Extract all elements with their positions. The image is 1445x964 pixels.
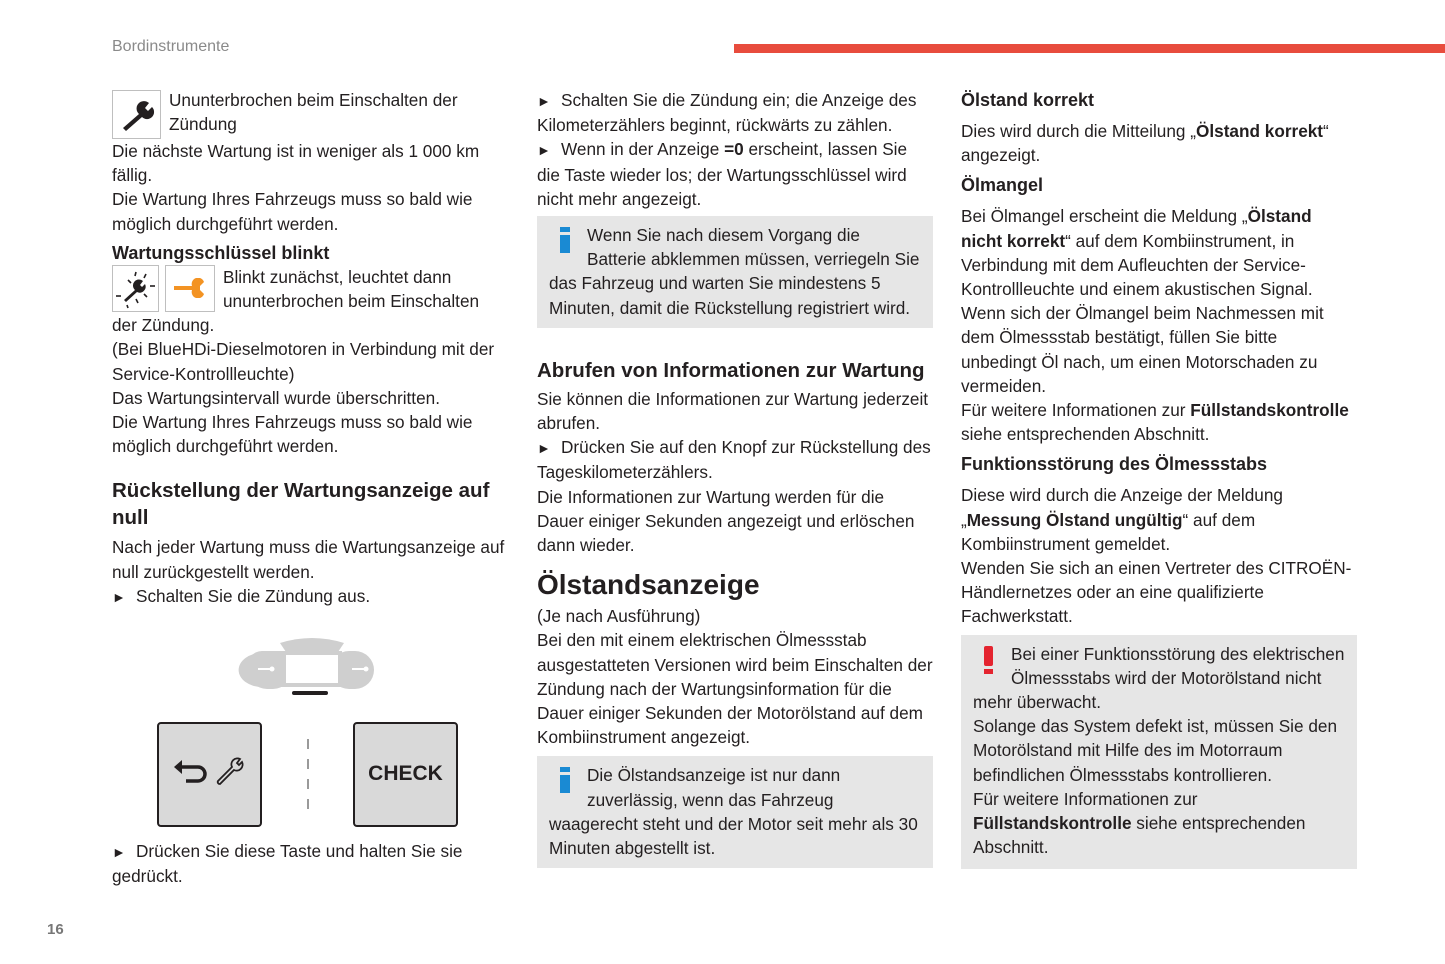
step-text: Drücken Sie auf den Knopf zur Rückstellung des Tageskilometerzählers. bbox=[537, 437, 931, 483]
paragraph: Die Wartung Ihres Fahrzeugs muss so bald wie möglich durchgeführt werden. bbox=[112, 412, 473, 457]
subheading-wrench-blinks: Wartungsschlüssel blinkt bbox=[112, 242, 330, 263]
subheading-dipstick-fault: Funktionsstörung des Ölmessstabs bbox=[961, 454, 1268, 475]
message-text: Ölstand korrekt bbox=[1196, 121, 1324, 141]
warning-note-dipstick bbox=[961, 635, 1357, 870]
step-item bbox=[112, 839, 508, 888]
wrench-orange-icon bbox=[165, 265, 215, 312]
paragraph bbox=[961, 483, 1357, 556]
wrench-steady-block bbox=[112, 88, 508, 139]
paragraph: Wenden Sie sich an einen Vertreter des CITROËN-Händlernetzes oder an eine qualifizierte Fachwerkstatt. bbox=[961, 558, 1352, 627]
cross-reference-text: Füllstandskontrolle bbox=[973, 813, 1132, 834]
note-text: Bei einer Funktionsstörung des elektrischen Ölmessstabs wird der Motorölstand nicht mehr überwacht. bbox=[973, 643, 1345, 713]
paragraph: Die Informationen zur Wartung werden für die Dauer einiger Sekunden angezeigt und erlöschen dann wieder. bbox=[537, 486, 915, 556]
step-text: erscheint, lassen Sie die Taste wieder los; der Wartungsschlüssel wird nicht mehr angezeigt. bbox=[537, 139, 908, 209]
paragraph: Wenn sich der Ölmangel beim Nachmessen mit dem Ölmessstab bestätigt, füllen Sie bitte unbedingt Öl nach, um einen Motorschaden zu vermeiden. bbox=[961, 303, 1324, 396]
subheading-oil-low: Ölmangel bbox=[961, 175, 1044, 196]
text: Für weitere Informationen zur bbox=[973, 788, 1198, 809]
step-item bbox=[112, 584, 508, 609]
page-number: 16 bbox=[47, 921, 64, 938]
heading-oil-level-indicator: Ölstandsanzeige bbox=[537, 569, 760, 601]
info-icon bbox=[549, 223, 571, 271]
step-text: Drücken Sie diese Taste und halten Sie sie gedrückt. bbox=[112, 841, 463, 887]
note-text: Solange das System defekt ist, müssen Sie den Motorölstand mit Hilfe des im Motorraum befindlichen Ölmessstabs kontrollieren. bbox=[973, 716, 1338, 785]
section-header-title: Bordinstrumente bbox=[112, 38, 230, 55]
warning-exclamation-icon bbox=[973, 642, 995, 690]
header-accent-bar bbox=[734, 44, 1445, 53]
bullet-arrow-icon: ► bbox=[537, 440, 551, 457]
note-text: Wenn Sie nach diesem Vorgang die Batterie abklemmen müssen, verriegeln Sie das Fahrzeug und warten Sie mindestens 5 Minuten, damit die Rückstellung registriert wird. bbox=[549, 225, 920, 318]
text: “ auf dem Kombiinstrument, in Verbindung mit dem Aufleuchten der Service-Kontrollleuchte und einem akustischen Signal. bbox=[961, 230, 1313, 300]
note-text bbox=[973, 787, 1345, 860]
cross-reference-text: Füllstandskontrolle bbox=[1190, 400, 1349, 421]
text: siehe entsprechenden Abschnitt. bbox=[961, 424, 1210, 445]
wrench-blink-text: Blinkt zunächst, leuchtet dann ununterbrochen beim Einschalten der Zündung. bbox=[112, 266, 480, 336]
instrument-cluster-icon bbox=[239, 638, 374, 695]
text: siehe entsprechenden Abschnitt. bbox=[973, 813, 1306, 858]
reset-button-left bbox=[158, 723, 261, 826]
text: Für weitere Informationen zur bbox=[961, 400, 1191, 421]
message-text: Ölstand nicht korrekt bbox=[961, 206, 1312, 251]
bullet-arrow-icon: ► bbox=[112, 588, 126, 605]
text: “ auf dem Kombiinstrument gemeldet. bbox=[961, 509, 1256, 554]
step-item bbox=[537, 88, 933, 137]
paragraph: Die Wartung Ihres Fahrzeugs muss so bald wie möglich durchgeführt werden. bbox=[112, 189, 473, 234]
info-note-oil-level bbox=[537, 756, 933, 868]
paragraph: (Bei BlueHDi-Dieselmotoren in Verbindung mit der Service-Kontrollleuchte) bbox=[112, 339, 495, 384]
message-text: Messung Ölstand ungültig bbox=[966, 509, 1183, 530]
instrument-panel-figure bbox=[112, 609, 508, 839]
bullet-arrow-icon: ► bbox=[537, 93, 551, 109]
info-icon bbox=[549, 763, 571, 811]
column-3 bbox=[961, 88, 1357, 869]
text: Bei Ölmangel erscheint die Meldung „ bbox=[961, 206, 1248, 227]
wrench-steady-text: Ununterbrochen beim Einschalten der Zündung bbox=[169, 90, 458, 135]
step-text: Schalten Sie die Zündung ein; die Anzeige des Kilometerzählers beginnt, rückwärts zu zählen. bbox=[537, 90, 917, 136]
paragraph: Bei den mit einem elektrischen Ölmessstab ausgestatteten Versionen wird beim Einschalten der Zündung nach der Wartungsinformation für die Dauer einiger Sekunden der Motorölstand auf dem Kombiinstrument angezeigt. bbox=[537, 630, 933, 748]
subheading-oil-level-ok: Ölstand korrekt bbox=[961, 90, 1095, 110]
bullet-arrow-icon: ► bbox=[112, 844, 126, 861]
paragraph bbox=[961, 398, 1357, 446]
column-2 bbox=[537, 88, 933, 868]
blink-icons bbox=[112, 265, 215, 312]
info-note-battery bbox=[537, 216, 933, 328]
paragraph: (Je nach Ausführung) bbox=[537, 606, 701, 627]
wrench-icon bbox=[112, 90, 161, 139]
paragraph: Nach jeder Wartung muss die Wartungsanzeige auf null zurückgestellt werden. bbox=[112, 537, 505, 582]
text: Diese wird durch die Anzeige der Meldung „ bbox=[961, 485, 1283, 530]
step-item bbox=[537, 137, 933, 211]
column-1 bbox=[112, 88, 508, 888]
bullet-arrow-icon: ► bbox=[537, 142, 551, 159]
step-text: Wenn in der Anzeige bbox=[561, 139, 725, 160]
paragraph bbox=[961, 119, 1357, 167]
step-item bbox=[537, 435, 933, 484]
paragraph bbox=[961, 204, 1357, 301]
paragraph: Die nächste Wartung ist in weniger als 1 000 km fällig. bbox=[112, 141, 480, 186]
check-button: CHECK bbox=[368, 762, 443, 786]
wrench-blink-block bbox=[112, 265, 508, 338]
heading-service-info: Abrufen von Informationen zur Wartung bbox=[537, 358, 925, 382]
heading-reset-service-indicator: Rückstellung der Wartungsanzeige auf null bbox=[112, 479, 490, 530]
paragraph: Sie können die Informationen zur Wartung jederzeit abrufen. bbox=[537, 388, 929, 434]
wrench-blinking-icon bbox=[112, 265, 159, 312]
step-text: Schalten Sie die Zündung aus. bbox=[136, 585, 371, 606]
zero-indicator-value: =0 bbox=[724, 139, 744, 160]
text: Dies wird durch die Mitteilung „ bbox=[961, 121, 1196, 141]
note-text: Die Ölstandsanzeige ist nur dann zuverlässig, wenn das Fahrzeug waagerecht steht und der Motor seit mehr als 30 Minuten abgestellt ist. bbox=[549, 765, 918, 859]
paragraph: Das Wartungsintervall wurde überschritten. bbox=[112, 387, 440, 408]
text: “ angezeigt. bbox=[961, 121, 1329, 166]
